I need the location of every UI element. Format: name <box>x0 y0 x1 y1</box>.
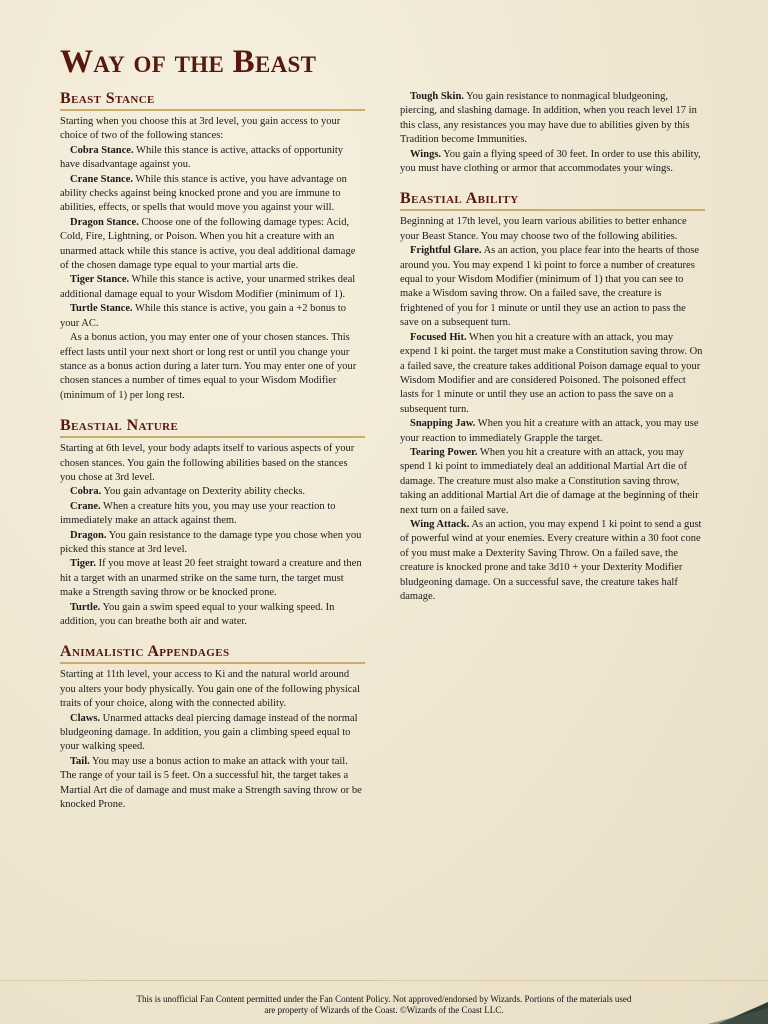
item-term: Dragon Stance. <box>70 216 139 228</box>
list-item <box>60 144 365 173</box>
item-text: Choose one of the following damage types: Acid, Cold, Fire, Lightning, or Poison. When you hit a creature with an unarmed attack while this stance is active, you deal additional damage of the chosen damage type equal to your martial arts die. <box>60 216 356 272</box>
list-item <box>400 244 705 330</box>
list-item <box>60 601 365 630</box>
page-title: Way of the Beast <box>60 44 317 80</box>
list-item <box>60 500 365 529</box>
list-item <box>60 712 365 755</box>
item-text: You gain resistance to the damage type you chose when you picked this stance at 3rd level. <box>60 529 362 555</box>
section-heading-beastial-ability: Beastial Ability <box>400 190 705 211</box>
item-term: Snapping Jaw. <box>410 418 476 430</box>
item-term: Wing Attack. <box>410 518 470 530</box>
item-term: Turtle Stance. <box>70 303 133 315</box>
list-item <box>60 302 365 331</box>
section-heading-animalistic-appendages: Animalistic Appendages <box>60 643 365 664</box>
list-item <box>60 529 365 558</box>
item-text: As an action, you place fear into the hearts of those around you. You may expend 1 ki point to force a number of creatures equal to your Wisdom Modifier (minimum of 1) that you can see to make a Wisdom saving throw. On a failed save, the creature is frightened of you for 1 minute or until they use an action to pass the save on a subsequent turn. <box>400 245 700 329</box>
item-text: You gain a swim speed equal to your walking speed. In addition, you can breathe both air and water. <box>60 601 335 627</box>
footer-line-2: are property of Wizards of the Coast. ©Wizards of the Coast LLC. <box>264 1005 504 1015</box>
item-term: Cobra Stance. <box>70 144 134 156</box>
item-term: Frightful Glare. <box>410 245 482 257</box>
item-text: Unarmed attacks deal piercing damage instead of the normal bludgeoning damage. In addition, you gain a climbing speed equal to your walking speed. <box>60 712 358 753</box>
paragraph: Beginning at 17th level, you learn various abilities to better enhance your Beast Stance. You may choose two of the following abilities. <box>400 216 687 242</box>
section-heading-beast-stance: Beast Stance <box>60 90 365 111</box>
list-item <box>60 755 365 813</box>
item-text: You gain a flying speed of 30 feet. In order to use this ability, you must have clothing or armor that accommodates your wings. <box>400 148 701 175</box>
item-term: Tiger. <box>70 558 96 570</box>
item-text: While this stance is active, you have advantage on ability checks against being knocked prone and you are immune to abilities, effects, or spells that would move you against your will. <box>60 173 347 214</box>
list-item <box>60 216 365 274</box>
item-term: Turtle. <box>70 601 101 613</box>
footer-divider <box>0 980 768 981</box>
list-item <box>60 485 365 499</box>
paragraph: As a bonus action, you may enter one of your chosen stances. This effect lasts until your next short or long rest or until you change your stance as a bonus action during a later turn. You may enter one of your chosen stances a number of times equal to your Wisdom Modifier (minimum of 1) per long rest. <box>60 332 357 401</box>
item-text: When a creature hits you, you may use your reaction to immediately make an attack against them. <box>60 500 336 527</box>
item-term: Cobra. <box>70 486 102 498</box>
item-term: Claws. <box>70 712 101 724</box>
list-item <box>400 148 705 177</box>
footer <box>0 994 768 1016</box>
list-item <box>400 446 705 518</box>
list-item <box>60 557 365 600</box>
item-term: Tiger Stance. <box>70 274 130 286</box>
item-term: Wings. <box>410 148 442 160</box>
item-term: Focused Hit. <box>410 331 467 343</box>
item-term: Crane Stance. <box>70 173 133 185</box>
item-text: As an action, you may expend 1 ki point to send a gust of powerful wind at your enemies. Every creature within a 30 foot cone of you must make a Dexterity Saving Throw. On a failed save, the creature is knocked prone and take 3d10 + your Dexterity Modifier bludgeoning damage. On a successful save, the creature takes half damage. <box>400 518 702 602</box>
item-term: Tail. <box>70 755 90 767</box>
paragraph: Starting at 11th level, your access to Ki and the natural world around you alters your body physically. You gain one of the following physical traits of your choice, along with the connected ability. <box>60 669 360 710</box>
item-text: You gain advantage on Dexterity ability checks. <box>101 486 306 498</box>
paragraph: Starting at 6th level, your body adapts itself to various aspects of your chosen stances. You gain the following abilities based on the stances you chose at 3rd level. <box>60 443 355 483</box>
list-item <box>400 417 705 446</box>
section-heading-beastial-nature: Beastial Nature <box>60 417 365 438</box>
right-column <box>400 90 705 604</box>
list-item <box>400 331 705 417</box>
item-text: When you hit a creature with an attack, you may expend 1 ki point. the target must make a Constitution saving throw. On a failed save, the creature takes additional Poison damage equal to your Wisdom Modifier and are considered Poisoned. The poisoned effect lasts for 1 minute or until they use an action to pass the save on a subsequent turn. <box>400 331 703 415</box>
left-column <box>60 90 365 812</box>
item-text: When you hit a creature with an attack, you may spend 1 ki point to immediately deal an additional Martial Art die of damage. The creature must also make a Constitution saving throw, taking an additional Martial Art die of damage at the beginning of their next turn on a failed save. <box>400 446 699 516</box>
page-corner-decoration <box>708 994 768 1024</box>
item-text: When you hit a creature with an attack, you may use your reaction to immediately Grapple the target. <box>400 418 699 444</box>
list-item <box>400 90 705 148</box>
item-text: While this stance is active, attacks of opportunity have disadvantage against you. <box>60 144 344 171</box>
item-text: If you move at least 20 feet straight toward a creature and then hit a target with an unarmed strike on the same turn, the target must make a Strength saving throw or be knocked prone. <box>60 558 362 599</box>
list-item <box>60 173 365 216</box>
footer-line-1: This is unofficial Fan Content permitted under the Fan Content Policy. Not approved/endorsed by Wizards. Portions of the materials used <box>136 994 632 1004</box>
item-term: Tough Skin. <box>410 91 464 102</box>
paragraph: Starting when you choose this at 3rd level, you gain access to your choice of two of the following stances: <box>60 116 341 142</box>
list-item <box>400 518 705 604</box>
list-item <box>60 273 365 302</box>
item-term: Dragon. <box>70 529 107 541</box>
item-text: You gain resistance to nonmagical bludgeoning, piercing, and slashing damage. In addition, when you reach level 17 in this class, any resistances you may have due to abilities given by this Tradition become Immunities. <box>400 91 697 146</box>
item-term: Tearing Power. <box>410 446 478 458</box>
item-text: While this stance is active, your unarmed strikes deal additional damage equal to your Wisdom Modifier (minimum of 1). <box>60 274 356 300</box>
item-text: While this stance is active, you gain a +2 bonus to your AC. <box>60 303 346 329</box>
item-text: You may use a bonus action to make an attack with your tail. The range of your tail is 5 feet. On a successful hit, the target takes a Martial Art die of damage and must make a Strength saving throw or be knocked Prone. <box>60 755 362 811</box>
item-term: Crane. <box>70 500 101 512</box>
